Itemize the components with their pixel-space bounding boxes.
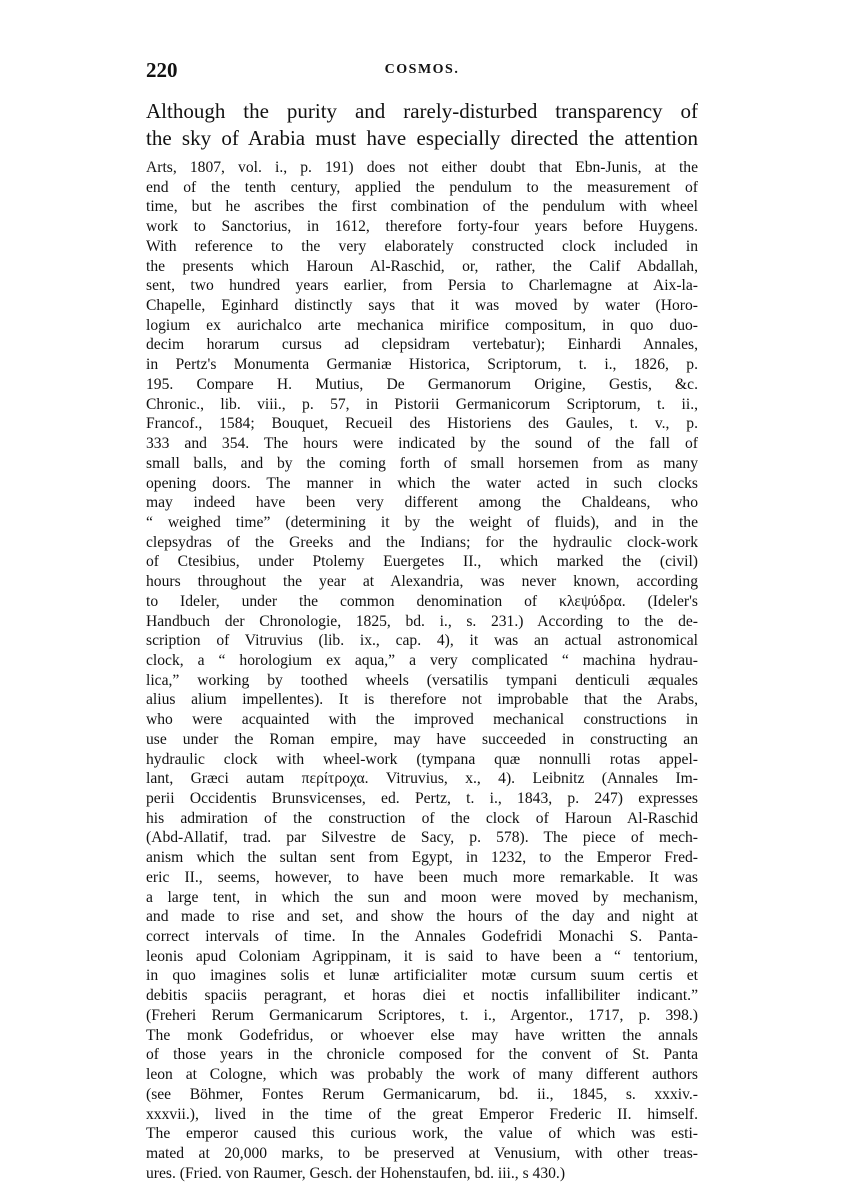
footnote-line: and made to rise and set, and show the hours of the day and night at (146, 908, 698, 926)
footnote-line: Chapelle, Eginhard distinctly says that it was moved by water (Horo- (146, 297, 698, 315)
footnote-block (146, 158, 698, 1183)
footnote-line: With reference to the very elaborately constructed clock included in (146, 237, 698, 255)
footnote-line: hydraulic clock with wheel-work (tympana quæ nonnulli rotas appel- (146, 750, 698, 768)
footnote-line: debitis spaciis peragrant, et horas diei et noctis infallibiliter indicant.” (146, 987, 698, 1005)
footnote-line: sent, two hundred years earlier, from Persia to Charlemagne at Aix-la- (146, 277, 698, 295)
footnote-line: small balls, and by the coming forth of small horsemen from as many (146, 454, 698, 472)
footnote-line: perii Occidentis Brunsvicenses, ed. Pertz, t. i., 1843, p. 247) expresses (146, 790, 698, 807)
footnote-line: leon at Cologne, which was probably the work of many different authors (146, 1066, 698, 1084)
footnote-line: time, but he ascribes the first combination of the pendulum with wheel (146, 198, 698, 216)
footnote-line: (Abd-Allatif, trad. par Silvestre de Sacy, p. 578). The piece of mech- (146, 829, 698, 847)
footnote-line: lant, Græci autam περίτροχα. Vitruvius, x., 4). Leibnitz (Annales Im- (146, 770, 698, 788)
running-title: COSMOS. (384, 62, 460, 77)
footnote-line: ures. (Fried. von Raumer, Gesch. der Hohenstaufen, bd. iii., s 430.) (146, 1164, 566, 1182)
footnote-line: opening doors. The manner in which the water acted in such clocks (146, 474, 698, 492)
footnote-line: in Pertz's Monumenta Germaniæ Historica, Scriptorum, t. i., 1826, p. (146, 356, 698, 374)
footnote-line: hours throughout the year at Alexandria, was never known, according (146, 573, 698, 591)
footnote-line: to Ideler, under the common denomination of κλεψύδρα. (Ideler's (146, 592, 698, 610)
footnote-line: work to Sanctorius, in 1612, therefore forty-four years before Huygens. (146, 218, 698, 236)
footnote-line: anism which the sultan sent from Egypt, in 1232, to the Emperor Fred- (146, 849, 698, 867)
footnote-line: clepsydras of the Greeks and the Indians; for the hydraulic clock-work (146, 533, 698, 551)
footnote-line: xxxvii.), lived in the time of the great Emperor Frederic II. himself. (146, 1105, 698, 1123)
main-text (146, 98, 698, 152)
footnote-line: The monk Godefridus, or whoever else may have written the annals (146, 1026, 698, 1044)
footnote-line: leonis apud Coloniam Agrippinam, it is said to have been a “ tentorium, (146, 947, 698, 965)
footnote-line: Handbuch der Chronologie, 1825, bd. i., s. 231.) According to the de- (146, 612, 698, 630)
footnote-line: alius alium impellentes). It is therefore not improbable that the Arabs, (146, 691, 698, 709)
footnote-line: use under the Roman empire, may have succeeded in constructing an (146, 730, 698, 748)
footnote-line: “ weighed time” (determining it by the weight of fluids), and in the (146, 513, 698, 531)
page-number: 220 (146, 58, 178, 82)
footnote-line: lica,” working by toothed wheels (versatilis tympani denticuli æquales (146, 671, 698, 689)
footnote-line: Francof., 1584; Bouquet, Recueil des Historiens des Gaules, t. v., p. (146, 415, 698, 433)
footnote-line: decim horarum cursus ad clepsidram vertebatur); Einhardi Annales, (146, 336, 698, 354)
footnote-line: may indeed have been very different among the Chaldeans, who (146, 494, 698, 512)
page-header (146, 58, 698, 84)
footnote-line: his admiration of the construction of the clock of Haroun Al-Raschid (146, 809, 698, 827)
footnote-line: of Ctesibius, under Ptolemy Euergetes II., which marked the (civil) (146, 553, 698, 571)
footnote-line: 333 and 354. The hours were indicated by the sound of the fall of (146, 435, 698, 453)
main-text-line: the sky of Arabia must have especially directed the attention (146, 126, 698, 150)
footnote-line: The emperor caused this curious work, the value of which was esti- (146, 1125, 698, 1143)
footnote-line: clock, a “ horologium ex aqua,” a very complicated “ machina hydrau- (146, 651, 698, 669)
main-text-line: Although the purity and rarely-disturbed transparency of (146, 99, 698, 123)
footnote-line: logium ex aurichalco arte mechanica mirifice compositum, in quo duo- (146, 316, 698, 334)
footnote-line: of those years in the chronicle composed for the convent of St. Panta (146, 1046, 698, 1064)
footnote-line: 195. Compare H. Mutius, De Germanorum Origine, Gestis, &c. (146, 375, 698, 393)
footnote-line: correct intervals of time. In the Annales Godefridi Monachi S. Panta- (146, 928, 698, 946)
footnote-line: scription of Vitruvius (lib. ix., cap. 4), it was an actual astronomical (146, 632, 698, 650)
footnote-line: in quo imagines solis et lunæ artificialiter motæ cursum suum certis et (146, 967, 698, 985)
footnote-line: eric II., seems, however, to have been much more remarkable. It was (146, 868, 698, 886)
footnote-line: mated at 20,000 marks, to be preserved at Venusium, with other treas- (146, 1144, 698, 1162)
footnote-line: (Freheri Rerum Germanicarum Scriptores, t. i., Argentor., 1717, p. 398.) (146, 1006, 698, 1024)
footnote-line: a large tent, in which the sun and moon were moved by mechanism, (146, 888, 698, 906)
footnote-line: Arts, 1807, vol. i., p. 191) does not either doubt that Ebn-Junis, at the (146, 159, 698, 176)
footnote-line: the presents which Haroun Al-Raschid, or, rather, the Calif Abdallah, (146, 257, 698, 275)
footnote-line: Chronic., lib. viii., p. 57, in Pistorii Germanicorum Scriptorum, t. ii., (146, 395, 698, 413)
footnote-line: (see Böhmer, Fontes Rerum Germanicarum, bd. ii., 1845, s. xxxiv.- (146, 1085, 698, 1103)
footnote-line: end of the tenth century, applied the pendulum to the measurement of (146, 178, 698, 196)
footnote-line: who were acquainted with the improved mechanical constructions in (146, 711, 698, 729)
